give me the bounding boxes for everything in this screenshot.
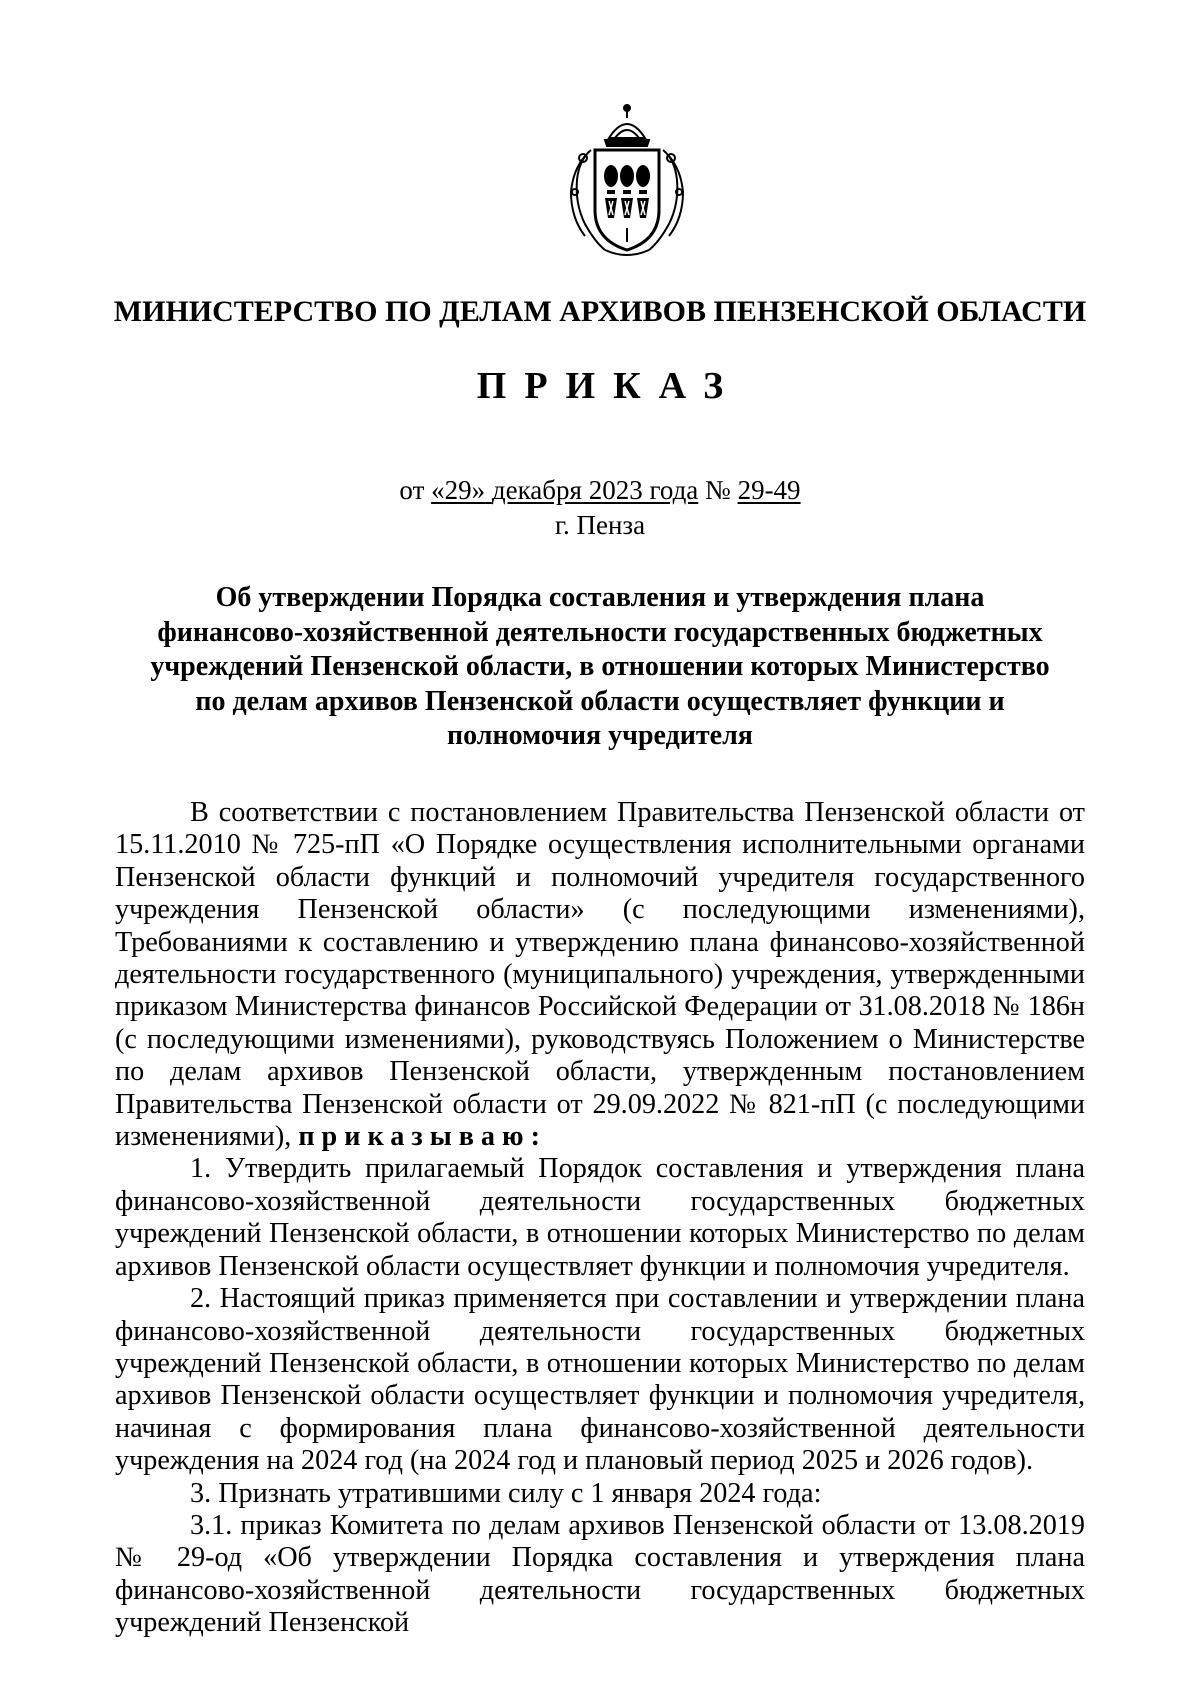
ministry-name: МИНИСТЕРСТВО ПО ДЕЛАМ АРХИВОВ ПЕНЗЕНСКОЙ ОБЛАСТИ xyxy=(113,295,1087,328)
document-body xyxy=(115,797,1085,1640)
date-month-year: декабря 2023 года xyxy=(491,475,699,505)
document-number: 29-49 xyxy=(737,475,801,505)
number-sign: № xyxy=(705,475,731,505)
document-title: Об утверждении Порядка составления и утверждения плана финансово-хозяйственной деятельности государственных бюджетных учреждений Пензенской области, в отношении которых Министерство по делам архивов Пензенской области осуществляет функции и полномочия учредителя xyxy=(150,582,1050,751)
preamble-paragraph xyxy=(115,797,1085,1153)
order-item-3: 3. Признать утратившими силу с 1 января 2024 года: xyxy=(190,1477,822,1509)
preamble-text: В соответствии с постановлением Правительства Пензенской области от 15.11.2010 № 725-пП «О Порядке осуществления исполнительными органами Пензенской области функций и полномочий учредителя государственного учреждения Пензенской области» (с последующими изменениями), Требованиями к составлению и утверждению плана финансово-хозяйственной деятельности государственного (муниципального) учреждения, утвержденными приказом Министерства финансов Российской Федерации от 31.08.2018 № 186н (с последующими изменениями), руководствуясь Положением о Министерстве по делам архивов Пензенской области, утвержденным постановлением Правительства Пензенской области от 29.09.2022 № 821-пП (с последующими изменениями), xyxy=(115,797,1085,1153)
order-word: приказываю: xyxy=(298,1121,547,1153)
penza-oblast-coat-of-arms-icon xyxy=(565,100,689,260)
date-day: «29» xyxy=(431,475,486,505)
order-item-2: 2. Настоящий приказ применяется при составлении и утверждении плана финансово-хозяйственной деятельности государственных бюджетных учреждений Пензенской области, в отношении которых Министерство по делам архивов Пензенской области осуществляет функции и полномочия учредителя, начиная с формирования плана финансово-хозяйственной деятельности учреждения на 2024 год (на 2024 год и плановый период 2025 и 2026 годов). xyxy=(115,1283,1085,1477)
date-prefix: от xyxy=(399,475,425,505)
document-date-number xyxy=(0,475,1200,506)
document-date xyxy=(431,475,698,505)
document-type: ПРИКАЗ xyxy=(476,365,742,407)
order-item-1: 1. Утвердить прилагаемый Порядок составления и утверждения плана финансово-хозяйственной деятельности государственных бюджетных учреждений Пензенской области, в отношении которых Министерство по делам архивов Пензенской области осуществляет функции и полномочия учредителя. xyxy=(115,1153,1085,1282)
document-city: г. Пенза xyxy=(554,510,646,540)
order-item-3-1: 3.1. приказ Комитета по делам архивов Пензенской области от 13.08.2019 № 29-од «Об утверждении Порядка составления и утверждения плана финансово-хозяйственной деятельности государственных бюджетных учреждений Пензенской xyxy=(115,1509,1085,1639)
coat-of-arms-emblem xyxy=(565,100,689,260)
